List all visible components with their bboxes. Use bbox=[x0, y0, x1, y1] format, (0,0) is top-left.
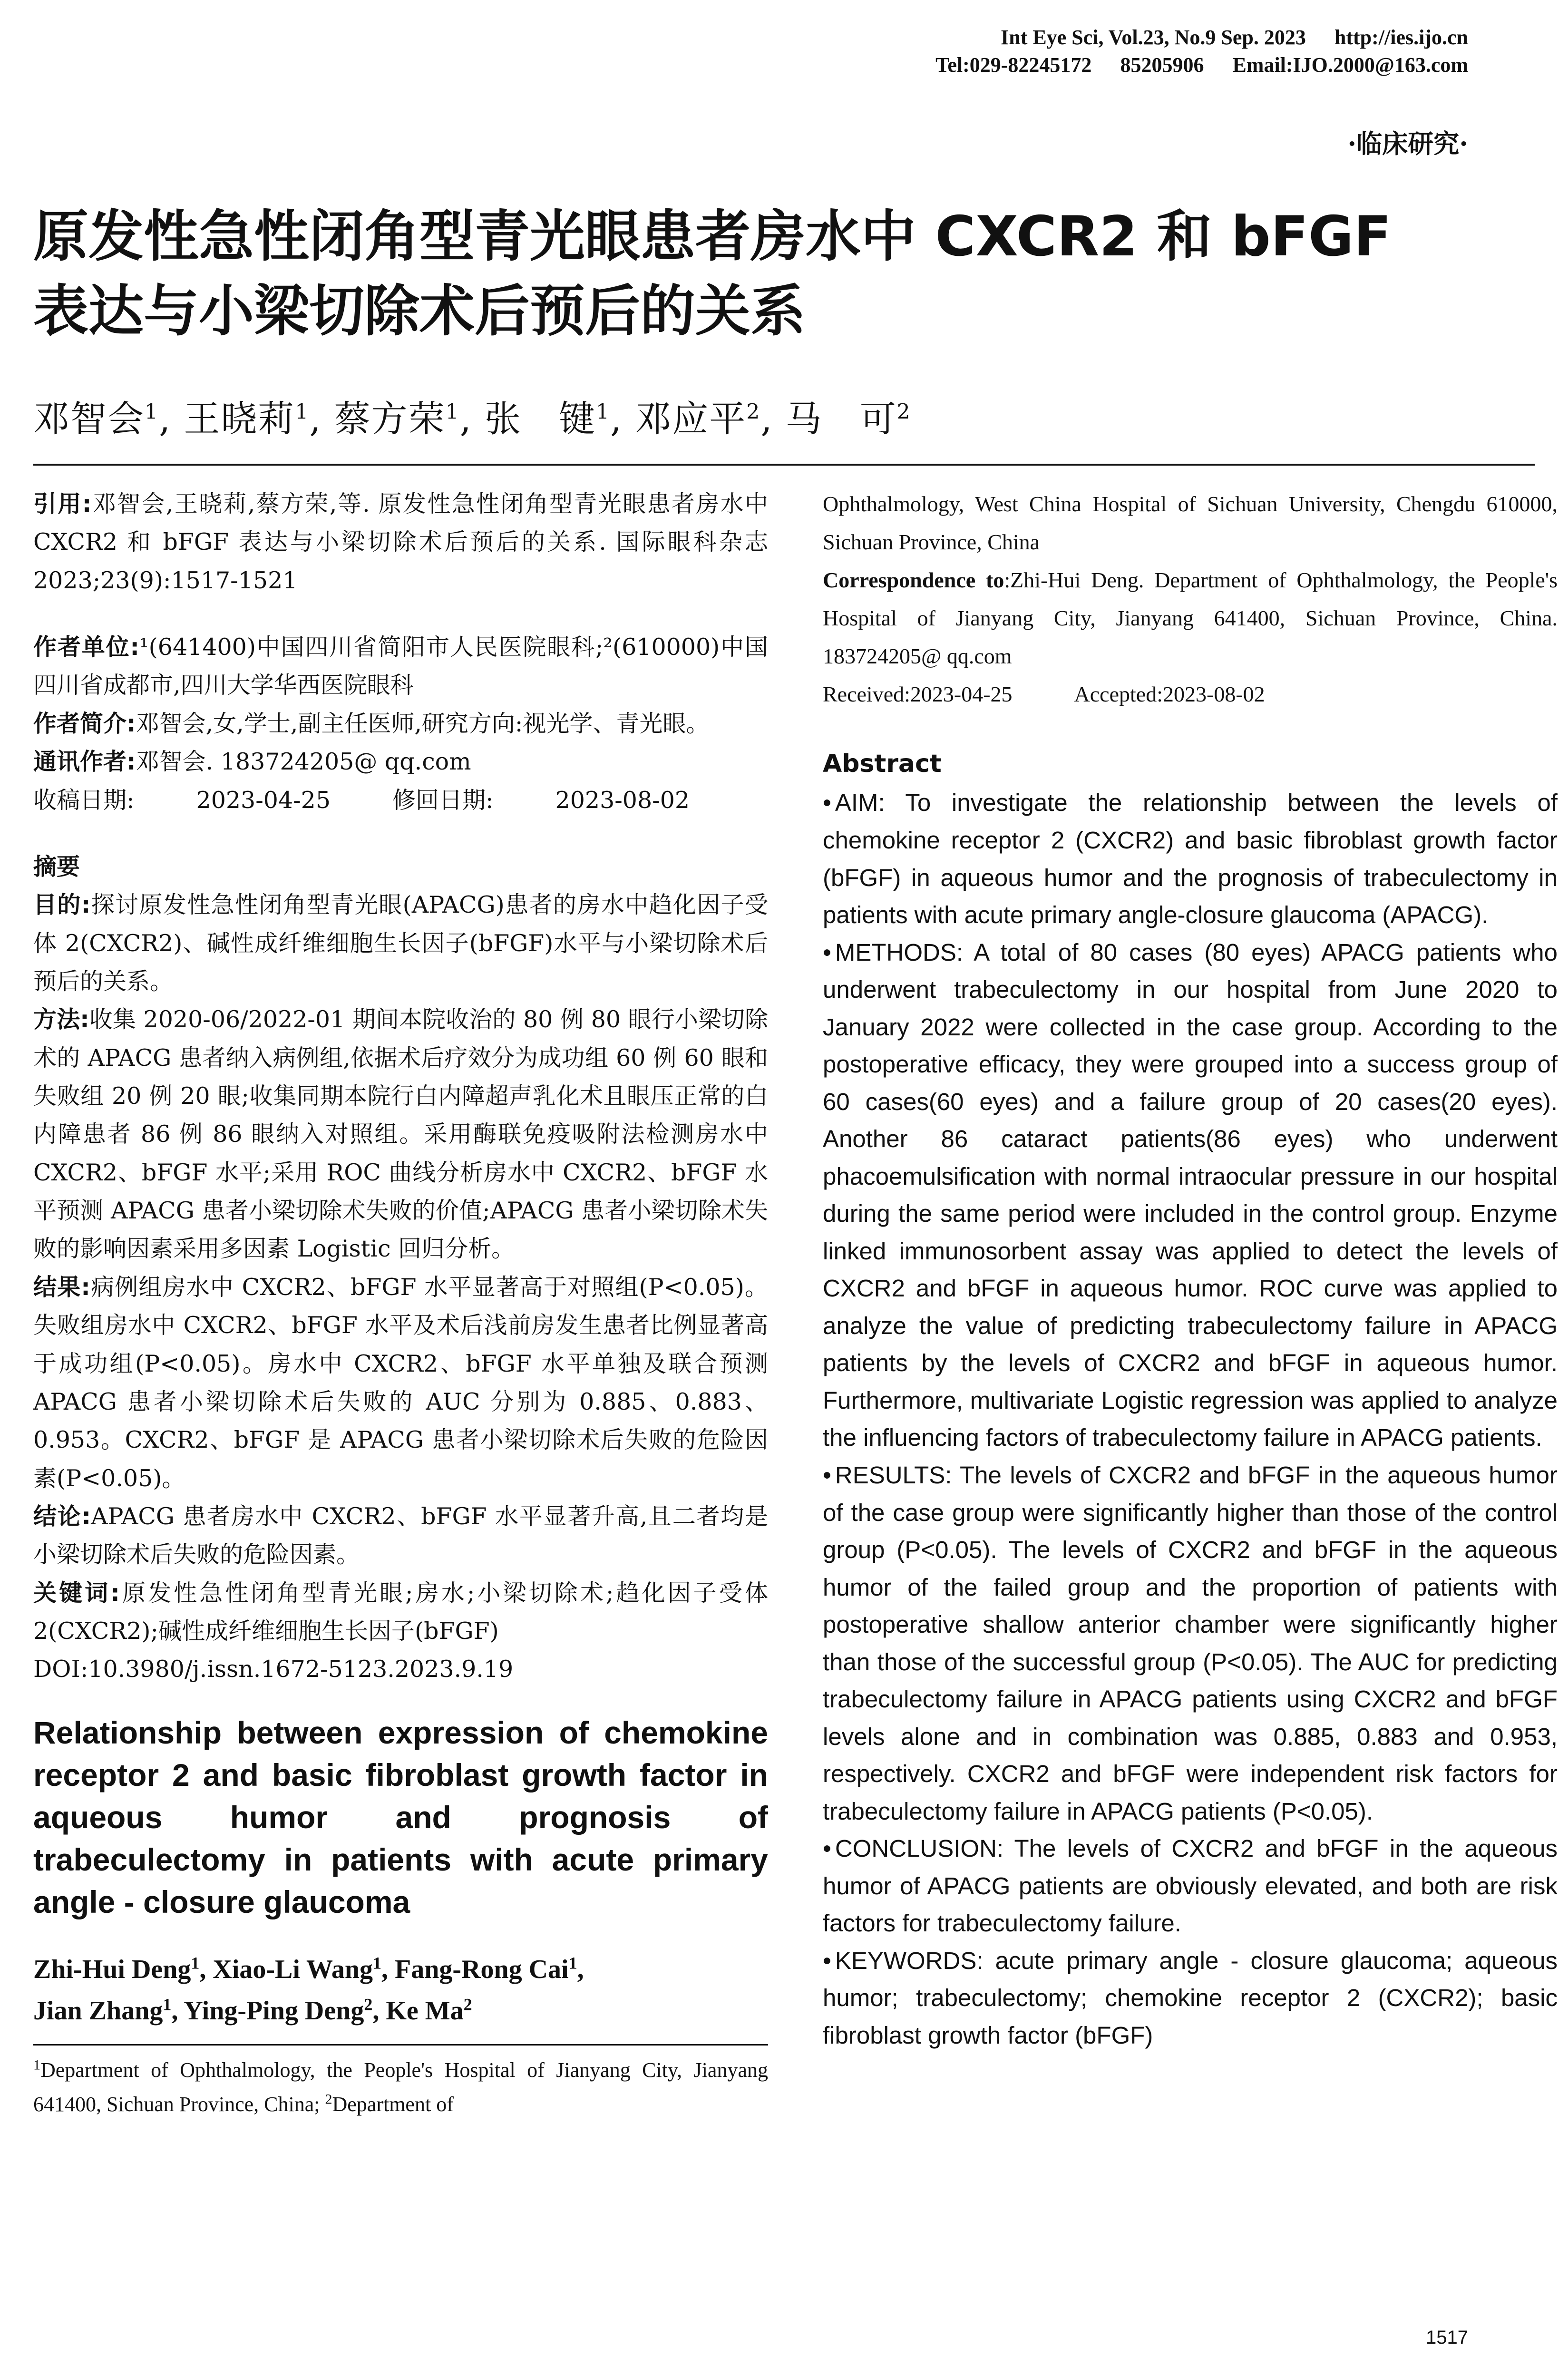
en-abstract-results bbox=[823, 1457, 1558, 1830]
author-sup: 1 bbox=[568, 1953, 577, 1973]
citation-text: 邓智会,王晓莉,蔡方荣,等. 原发性急性闭角型青光眼患者房水中 CXCR2 和 bFGF 表达与小梁切除术后预后的关系. 国际眼科杂志 2023;23(9):1517-1521 bbox=[33, 490, 768, 594]
author-name: 张 键 bbox=[484, 398, 596, 440]
en-abstract-methods bbox=[823, 934, 1558, 1457]
bullet-icon: • bbox=[823, 1947, 831, 1974]
received-value: 2023-04-25 bbox=[196, 786, 331, 814]
cn-conclusion-label: 结论: bbox=[33, 1502, 91, 1530]
author-sup: 1 bbox=[163, 1995, 172, 2014]
cn-abstract-conclusion bbox=[33, 1498, 768, 1574]
author-sup: 2 bbox=[463, 1995, 472, 2014]
author-sup: 1 bbox=[445, 399, 460, 424]
bullet-icon: • bbox=[823, 1835, 831, 1862]
author-bio bbox=[33, 705, 768, 743]
cn-aim-label: 目的: bbox=[33, 891, 91, 919]
en-methods-text: METHODS: A total of 80 cases (80 eyes) APACG patients who underwent trabeculectomy in our hospital from June 2020 to January 2022 were collected in the case group. According to the postoperative efficacy, they were grouped into a success group of 60 cases(60 eyes) and a failure group of 20 cases(20 eyes). Another 86 cataract patients(86 eyes) who underwent phacoemulsification with normal intraocular pressure in our hospital during the same period were included in the control group. Enzyme linked immunosorbent assay was applied to detect the levels of CXCR2 and bFGF in aqueous humor. ROC curve was applied to analyze the value of predicting trabeculectomy failure in APACG patients by the levels of CXCR2 and bFGF in aqueous humor. Furthermore, multivariate Logistic regression was applied to analyze the influencing factors of trabeculectomy failure in APACG patients. bbox=[823, 938, 1558, 1452]
journal-citation: Int Eye Sci, Vol.23, No.9 Sep. 2023 bbox=[1001, 26, 1306, 49]
english-title: Relationship between expression of chemokine receptor 2 and basic fibroblast growth factor in aqueous humor and prognosis of trabeculectomy in patients with acute primary angle - closure glaucoma bbox=[33, 1715, 768, 1920]
revised-label: 修回日期: bbox=[392, 786, 494, 814]
author-sup: 2 bbox=[896, 399, 911, 424]
en-keywords-text: KEYWORDS: acute primary angle - closure glaucoma; aqueous humor; trabeculectomy; chemokine receptor 2 (CXCR2); basic fibroblast growth factor (bFGF) bbox=[823, 1947, 1558, 2049]
author-name: Ying-Ping Deng bbox=[184, 1996, 364, 2026]
author-name: 邓应平 bbox=[635, 398, 747, 440]
author-name: Xiao-Li Wang bbox=[213, 1955, 373, 1985]
en-aim-text: AIM: To investigate the relationship between the levels of chemokine receptor 2 (CXCR2) and basic fibroblast growth factor (bFGF) in aqueous humor and the prognosis of trabeculectomy in patients with acute primary angle-closure glaucoma (APACG). bbox=[823, 789, 1558, 929]
chinese-title-line1: 原发性急性闭角型青光眼患者房水中 CXCR2 和 bFGF bbox=[33, 205, 1392, 269]
author-name: Jian Zhang bbox=[33, 1996, 163, 2026]
en-conclusion-text: CONCLUSION: The levels of CXCR2 and bFGF in the aqueous humor of APACG patients are obviously elevated, and both are risk factors for trabeculectomy failure. bbox=[823, 1835, 1558, 1937]
footnote-sup2: 2 bbox=[325, 2091, 332, 2107]
cn-conclusion-text: APACG 患者房水中 CXCR2、bFGF 水平显著升高,且二者均是小梁切除术后失败的危险因素。 bbox=[33, 1502, 768, 1568]
cn-abstract-results bbox=[33, 1268, 768, 1498]
journal-tel2: 85205906 bbox=[1120, 53, 1204, 77]
author-sup: 1 bbox=[295, 399, 310, 424]
journal-header bbox=[907, 24, 1468, 79]
author-sup: 1 bbox=[145, 399, 159, 424]
journal-header-line1 bbox=[907, 24, 1468, 51]
footnote-sup1: 1 bbox=[33, 2057, 40, 2073]
corresponding-author-label: 通讯作者: bbox=[33, 748, 136, 776]
journal-email: Email:IJO.2000@163.com bbox=[1232, 53, 1468, 77]
page-number: 1517 bbox=[1426, 2327, 1468, 2348]
en-abstract-aim bbox=[823, 784, 1558, 934]
doi: DOI:10.3980/j.issn.1672-5123.2023.9.19 bbox=[33, 1656, 514, 1683]
chinese-authors: 邓智会$^1$, 王晓莉$^1$, 蔡方荣$^1$, 张 键$^1$, 邓应平$^2$, 马 可$^2$ bbox=[33, 398, 911, 440]
author-unit bbox=[33, 628, 768, 705]
author-name: Zhi-Hui Deng bbox=[33, 1955, 191, 1985]
correspondence bbox=[823, 561, 1558, 675]
author-name: Fang-Rong Cai bbox=[395, 1955, 569, 1985]
en-results-text: RESULTS: The levels of CXCR2 and bFGF in the aqueous humor of the case group were significantly higher than those of the control group (P<0.05). The levels of CXCR2 and bFGF in the aqueous humor of the failed group and the proportion of patients with postoperative shallow anterior chamber were significantly higher than those of the successful group (P<0.05). The AUC for predicting trabeculectomy failure in APACG patients using CXCR2 and bFGF levels alone and in combination was 0.885, 0.883 and 0.953, respectively. CXCR2 and bFGF were independent risk factors for trabeculectomy failure in APACG patients (P<0.05). bbox=[823, 1461, 1558, 1825]
section-tag: ·临床研究· bbox=[1347, 128, 1468, 159]
author-sup: 1 bbox=[373, 1953, 382, 1973]
cn-dates bbox=[33, 781, 768, 819]
footnote-part1: Department of Ophthalmology, the People's Hospital of Jianyang City, Jianyang 641400, Sichuan Province, China; bbox=[33, 2058, 768, 2116]
author-sup: 2 bbox=[746, 399, 761, 424]
chinese-title-line2: 表达与小梁切除术后预后的关系 bbox=[33, 279, 806, 343]
cn-results-label: 结果: bbox=[33, 1273, 90, 1301]
affiliation-continued: Ophthalmology, West China Hospital of Sichuan University, Chengdu 610000, Sichuan Province, China bbox=[823, 492, 1558, 555]
footnote-divider bbox=[33, 2044, 768, 2046]
correspondence-text: :Zhi-Hui Deng. Department of Ophthalmology, the People's Hospital of Jianyang City, Jianyang 641400, Sichuan Province, China. 183724205@ qq.com bbox=[823, 568, 1558, 669]
received-date bbox=[33, 787, 331, 814]
journal-tel: Tel:029-82245172 bbox=[935, 53, 1092, 77]
corresponding-author-text: 邓智会. 183724205@ qq.com bbox=[136, 748, 471, 776]
left-column bbox=[33, 485, 768, 2122]
bullet-icon: • bbox=[823, 789, 831, 817]
footnote-part2: Department of bbox=[332, 2093, 454, 2116]
author-unit-label: 作者单位: bbox=[33, 633, 140, 661]
cn-keywords-label: 关键词: bbox=[33, 1579, 120, 1607]
en-received: Received:2023-04-25 bbox=[823, 682, 1013, 707]
title-divider bbox=[33, 464, 1535, 466]
revised-value: 2023-08-02 bbox=[555, 786, 690, 814]
author-name: Ke Ma bbox=[386, 1996, 464, 2026]
correspondence-label: Correspondence to bbox=[823, 568, 1004, 593]
cn-methods-label: 方法: bbox=[33, 1006, 89, 1033]
bullet-icon: • bbox=[823, 938, 831, 966]
en-accepted: Accepted:2023-08-02 bbox=[1074, 682, 1265, 707]
corresponding-author bbox=[33, 743, 768, 781]
english-authors-line1: Zhi-Hui Deng$^1$, Xiao-Li Wang$^1$, Fang-Rong Cai$^1$, bbox=[33, 1953, 584, 1985]
citation bbox=[33, 485, 768, 600]
cn-aim-text: 探讨原发性急性闭角型青光眼(APACG)患者的房水中趋化因子受体 2(CXCR2)、碱性成纤维细胞生长因子(bFGF)水平与小梁切除术后预后的关系。 bbox=[33, 891, 768, 995]
en-abstract-keywords bbox=[823, 1942, 1558, 2055]
revised-date bbox=[392, 787, 690, 814]
cn-methods-text: 收集 2020-06/2022-01 期间本院收治的 80 例 80 眼行小梁切除术的 APACG 患者纳入病例组,依据术后疗效分为成功组 60 例 60 眼和失败组 20 例 20 眼;收集同期本院行白内障超声乳化术且眼压正常的白内障患者 86 例 86 眼纳入对照组。采用酶联免疫吸附法检测房水中 CXCR2、bFGF 水平;采用 ROC 曲线分析房水中 CXCR2、bFGF 水平预测 APACG 患者小梁切除术失败的价值;APACG 患者小梁切除术失败的影响因素采用多因素 Logistic 回归分析。 bbox=[33, 1006, 768, 1263]
bullet-icon: • bbox=[823, 1461, 831, 1489]
citation-label: 引用: bbox=[33, 490, 92, 517]
author-sup: 2 bbox=[364, 1995, 373, 2014]
affiliation-footnote bbox=[33, 2053, 768, 2122]
author-bio-text: 邓智会,女,学士,副主任医师,研究方向:视光学、青光眼。 bbox=[136, 710, 710, 737]
journal-url: http://ies.ijo.cn bbox=[1334, 26, 1468, 49]
english-authors bbox=[33, 1949, 768, 2032]
cn-abstract-heading: 摘要 bbox=[33, 853, 80, 880]
journal-header-line2 bbox=[907, 51, 1468, 79]
en-abstract-heading: Abstract bbox=[823, 750, 942, 779]
author-name: 王晓莉 bbox=[184, 398, 295, 440]
author-unit-text: ¹(641400)中国四川省简阳市人民医院眼科;²(610000)中国四川省成都市,四川大学华西医院眼科 bbox=[33, 633, 768, 699]
author-sup: 1 bbox=[595, 399, 610, 424]
en-abstract-conclusion bbox=[823, 1830, 1558, 1942]
author-name: 蔡方荣 bbox=[334, 398, 446, 440]
cn-abstract-aim bbox=[33, 886, 768, 1001]
author-bio-label: 作者简介: bbox=[33, 710, 136, 737]
author-name: 马 可 bbox=[785, 398, 897, 440]
author-name: 邓智会 bbox=[33, 398, 145, 440]
cn-keywords bbox=[33, 1574, 768, 1651]
received-label: 收稿日期: bbox=[33, 786, 135, 814]
cn-keywords-text: 原发性急性闭角型青光眼;房水;小梁切除术;趋化因子受体 2(CXCR2);碱性成纤维细胞生长因子(bFGF) bbox=[33, 1579, 768, 1645]
author-sup: 1 bbox=[191, 1953, 200, 1973]
right-column bbox=[823, 485, 1558, 2055]
cn-abstract-methods bbox=[33, 1001, 768, 1268]
cn-results-text: 病例组房水中 CXCR2、bFGF 水平显著高于对照组(P<0.05)。失败组房水中 CXCR2、bFGF 水平及术后浅前房发生患者比例显著高于成功组(P<0.05)。房水中 CXCR2、bFGF 水平单独及联合预测 APACG 患者小梁切除术后失败的 AUC 分别为 0.885、0.883、0.953。CXCR2、bFGF 是 APACG 患者小梁切除术后失败的危险因素(P<0.05)。 bbox=[33, 1273, 768, 1492]
english-authors-line2: Jian Zhang$^1$, Ying-Ping Deng$^2$, Ke Ma$^2$ bbox=[33, 1995, 472, 2026]
chinese-title bbox=[33, 200, 1508, 349]
en-dates bbox=[823, 675, 1558, 713]
